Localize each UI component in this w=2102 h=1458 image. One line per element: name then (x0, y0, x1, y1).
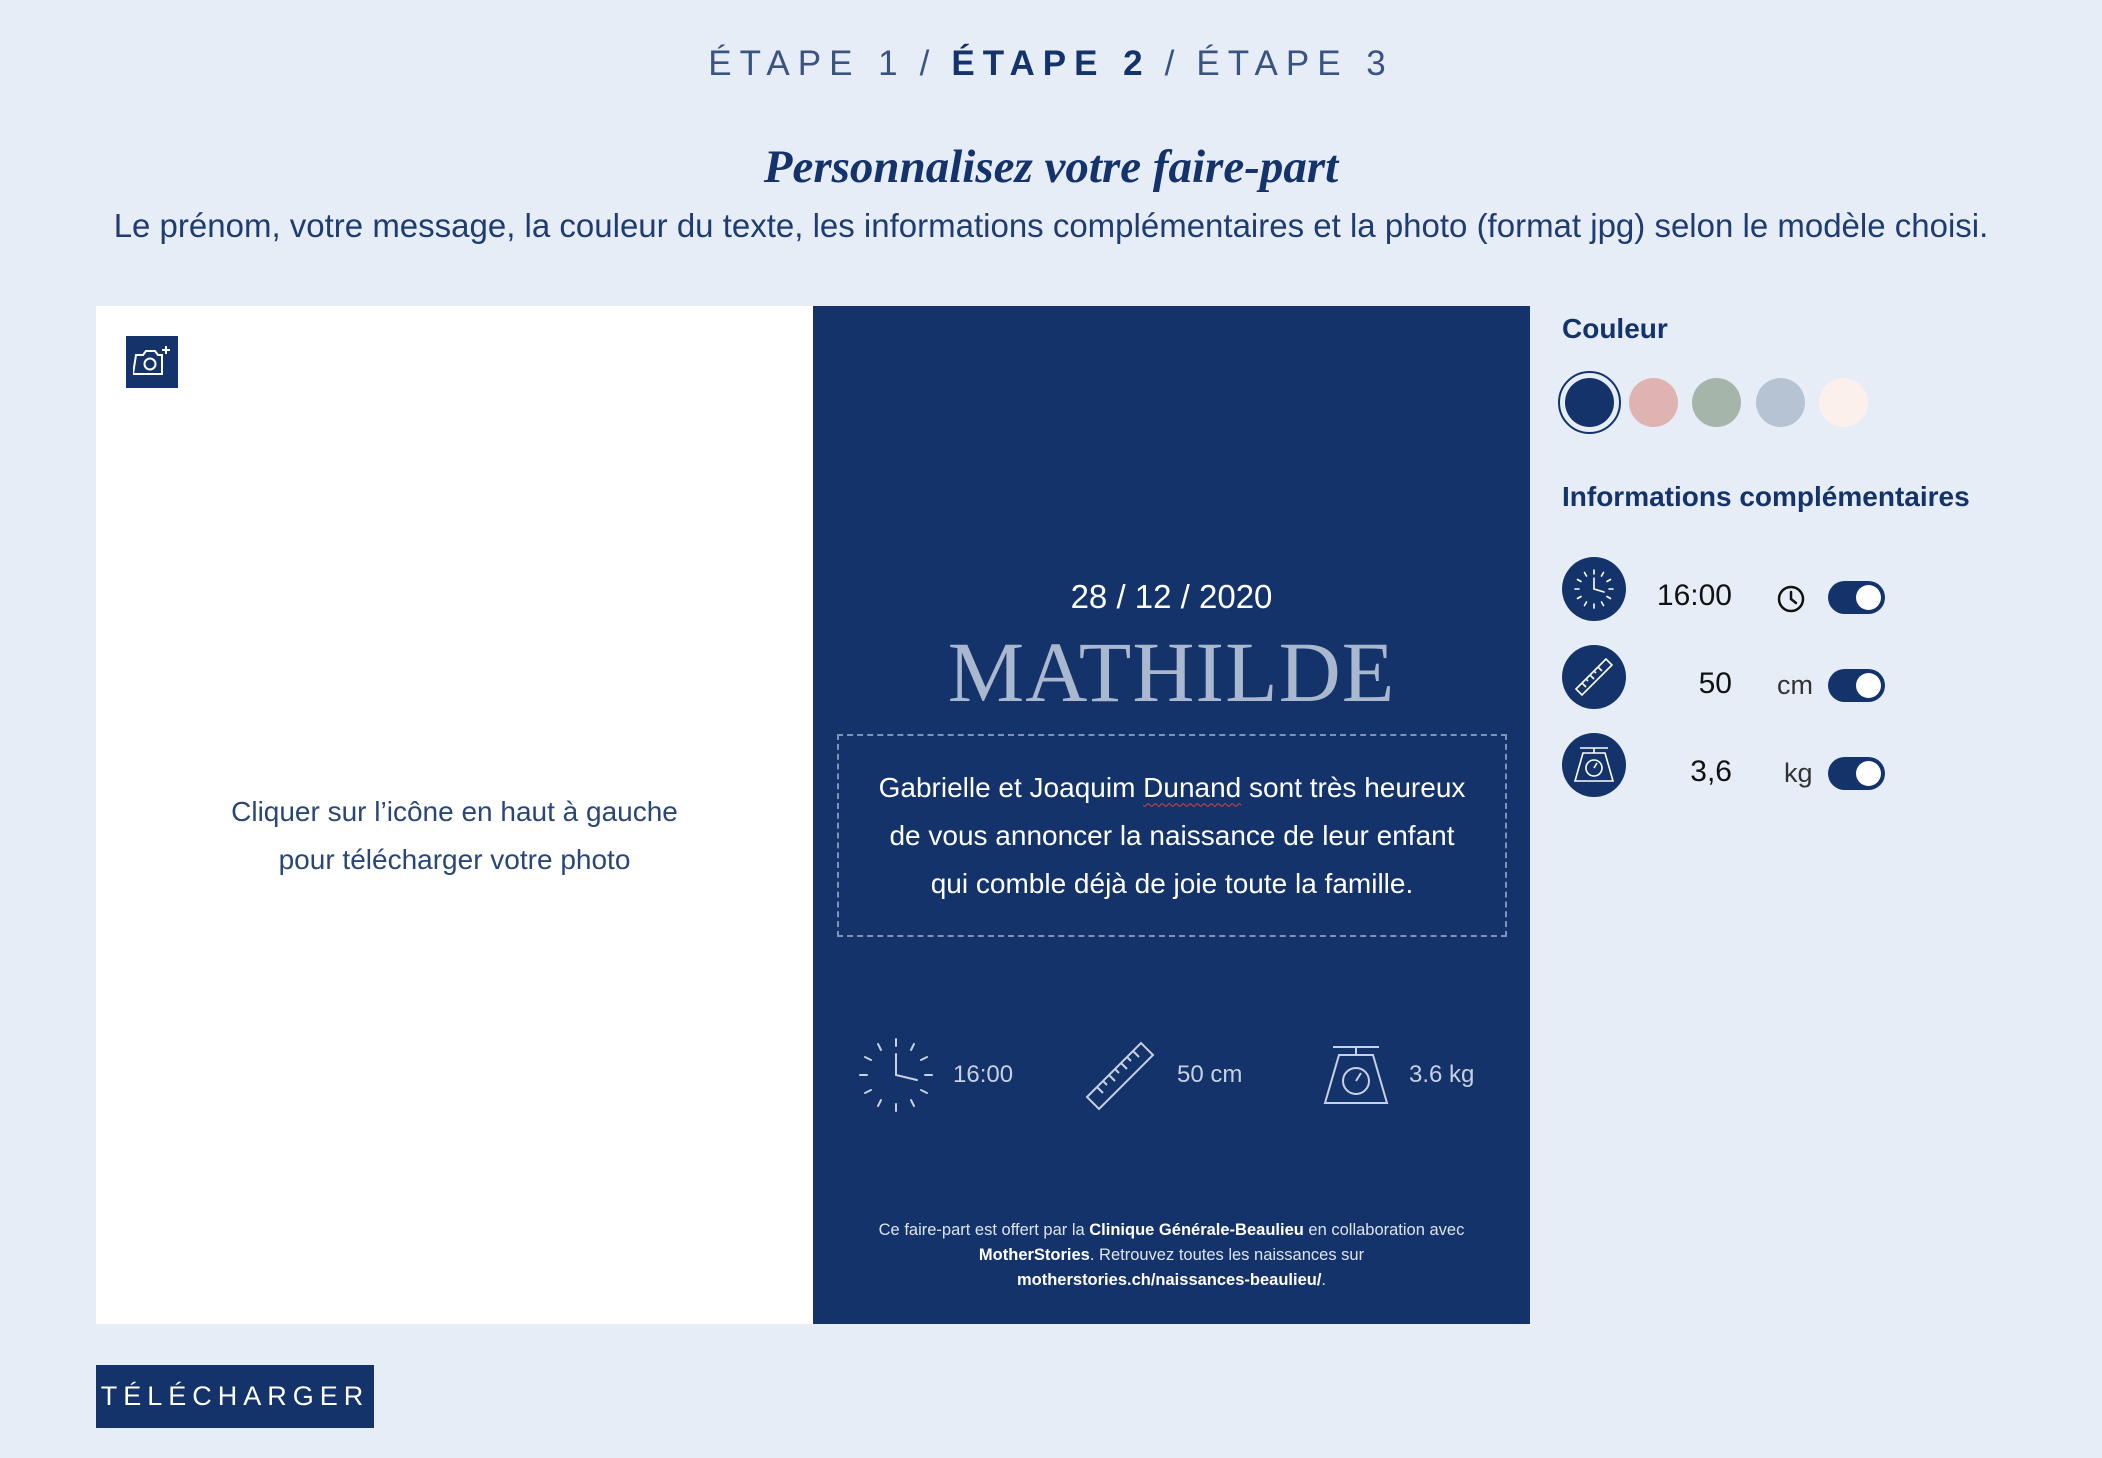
card-footer-note (813, 1218, 1530, 1293)
message-editor[interactable] (837, 734, 1507, 937)
birth-time-label: 16:00 (953, 1061, 1014, 1088)
scale-icon (1321, 1043, 1391, 1107)
footer-clinic: Clinique Générale-Beaulieu (1089, 1221, 1304, 1239)
page-subtitle: Le prénom, votre message, la couleur du texte, les informations complémentaires et la photo (format jpg) selon le modèle choisi. (113, 207, 1989, 244)
camera-add-icon (133, 345, 171, 379)
birth-weight (1321, 1030, 1474, 1120)
weight-option-icon (1562, 733, 1626, 797)
message-line-2: de vous annoncer la naissance de leur enfant (889, 819, 1455, 851)
weight-toggle[interactable] (1828, 757, 1885, 790)
announcement-card (813, 306, 1530, 1324)
footer-text: . Retrouvez toutes les naissances sur (1089, 1246, 1365, 1264)
message-text: Gabrielle et Joaquim (878, 771, 1144, 803)
time-toggle[interactable] (1828, 581, 1885, 614)
message-surname: Dunand (1143, 771, 1242, 803)
scale-icon (1572, 745, 1616, 785)
message-text: sont très heureux (1241, 771, 1466, 803)
step-2-active: ÉTAPE 2 (951, 44, 1151, 83)
footer-text: en collaboration avec (1303, 1221, 1465, 1239)
weight-unit: kg (1784, 758, 1813, 788)
color-heading: Couleur (1562, 313, 1668, 344)
step-separator: / (919, 44, 938, 83)
color-swatch[interactable] (1756, 378, 1805, 427)
birth-length (1083, 1030, 1242, 1120)
clock-icon (1572, 567, 1616, 611)
footer-text: . (1321, 1271, 1327, 1289)
color-swatch[interactable] (1692, 378, 1741, 427)
time-value[interactable]: 16:00 (1656, 579, 1732, 612)
footer-brand: MotherStories (978, 1246, 1090, 1264)
baby-name[interactable]: MATHILDE (947, 624, 1396, 720)
message-line-3: qui comble déjà de joie toute la famille. (930, 867, 1414, 899)
clock-small-icon[interactable] (1776, 584, 1806, 614)
birth-length-label: 50 cm (1177, 1061, 1243, 1088)
footer-text: Ce faire-part est offert par la (878, 1221, 1090, 1239)
time-option-icon (1562, 557, 1626, 621)
ruler-icon (1572, 655, 1616, 699)
photo-card (96, 306, 813, 1324)
length-value[interactable]: 50 (1698, 667, 1732, 700)
birth-date[interactable]: 28 / 12 / 2020 (1070, 578, 1273, 615)
step-separator: / (1164, 44, 1183, 83)
color-swatch[interactable] (1629, 378, 1678, 427)
upload-hint-line1: Cliquer sur l’icône en haut à gauche (231, 796, 678, 827)
ruler-icon (1083, 1037, 1159, 1113)
birth-info-row (813, 1030, 1530, 1120)
upload-photo-button[interactable] (126, 336, 178, 388)
weight-value[interactable]: 3,6 (1690, 755, 1732, 788)
upload-hint-line2: pour télécharger votre photo (278, 844, 631, 875)
footer-url: motherstories.ch/naissances-beaulieu/ (1016, 1271, 1322, 1289)
upload-hint (96, 788, 813, 884)
color-swatch[interactable] (1819, 378, 1868, 427)
clock-icon (857, 1036, 935, 1114)
color-swatch[interactable] (1565, 378, 1614, 427)
page-title: Personnalisez votre faire-part (763, 141, 1339, 193)
step-3: ÉTAPE 3 (1196, 44, 1394, 83)
download-button[interactable]: TÉLÉCHARGER (96, 1365, 374, 1428)
info-heading: Informations complémentaires (1562, 481, 1970, 512)
birth-weight-label: 3.6 kg (1409, 1061, 1475, 1088)
birth-time (857, 1030, 1013, 1120)
length-unit: cm (1777, 670, 1813, 700)
step-1: ÉTAPE 1 (708, 44, 906, 83)
length-toggle[interactable] (1828, 669, 1885, 702)
length-option-icon (1562, 645, 1626, 709)
step-indicator (0, 44, 2102, 84)
